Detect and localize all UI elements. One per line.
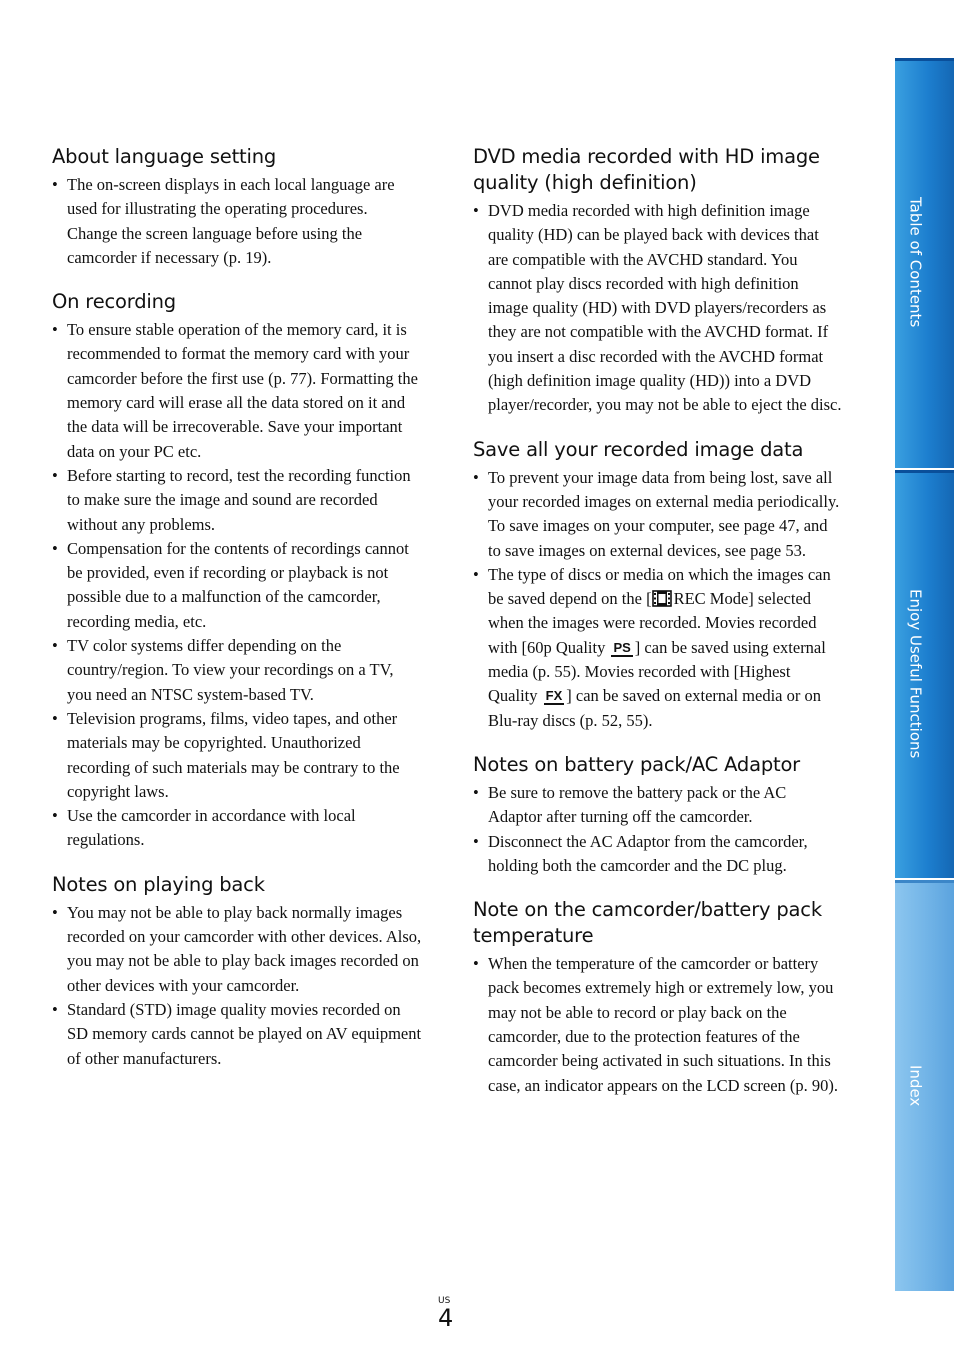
section-dvd-media [473, 144, 843, 418]
page-number [438, 1296, 462, 1330]
tab-table-of-contents[interactable]: Table of Contents [895, 58, 954, 468]
bullet-text: ] can be saved using external media (p. 55). Movies recorded with [Highest Quality [488, 637, 826, 706]
bullet-list [473, 466, 843, 733]
bullet-item: • Compensation for the contents of recordings cannot be provided, even if recording or playback is not possible due to a malfunction of the camcorder, recording media, etc. [52, 537, 422, 634]
bullet-text: The type of discs or media on which the images can be saved depend on the [ [488, 564, 831, 609]
section-language-setting [52, 144, 422, 270]
bullet-text: ] can be saved on external media or on Blu-ray discs (p. 52, 55). [488, 686, 821, 730]
tab-enjoy-useful-functions[interactable]: Enjoy Useful Functions [895, 470, 954, 878]
left-column [52, 144, 422, 1090]
bullet-item: • To ensure stable operation of the memory card, it is recommended to format the memory card with your camcorder before the first use (p. 77). Formatting the memory card will erase all the data stored on it and the data will be irrecoverable. Save your important data on your PC etc. [52, 318, 422, 464]
bullet-item-rec-mode [473, 563, 843, 733]
bullet-item: • You may not be able to play back normally images recorded on your camcorder with other devices. Also, you may not be able to play back images recorded on other devices with your camcorder. [52, 901, 422, 998]
section-playing-back [52, 872, 422, 1071]
film-strip-icon [652, 590, 672, 607]
page-region-code: US [438, 1296, 451, 1306]
section-temperature [473, 897, 843, 1098]
bullet-list [52, 901, 422, 1071]
bullet-item: • Use the camcorder in accordance with local regulations. [52, 804, 422, 853]
bullet-text: REC Mode] selected when the images were recorded. Movies recorded with [60p Quality [488, 589, 817, 657]
ps-badge: PS [613, 639, 631, 655]
tab-index[interactable]: Index [895, 880, 954, 1291]
bullet-list [473, 781, 843, 878]
bullet-item: • To prevent your image data from being lost, save all your recorded images on external media periodically. To save images on your computer, see page 47, and to save images on external devices, see page 53. [473, 466, 843, 563]
sidebar-nav [895, 58, 954, 1291]
right-column [473, 144, 843, 1117]
section-heading: About language setting [52, 145, 277, 168]
section-heading: DVD media recorded with HD image quality (high definition) [473, 145, 820, 194]
page-number-value: 4 [438, 1304, 454, 1332]
bullet-item: • Standard (STD) image quality movies recorded on SD memory cards cannot be played on AV equipment of other manufacturers. [52, 998, 422, 1071]
bullet-item: • The on-screen displays in each local language are used for illustrating the operating procedures. Change the screen language before using the camcorder if necessary (p. 19). [52, 173, 422, 270]
bullet-item: • Television programs, films, video tapes, and other materials may be copyrighted. Unauthorized recording of such materials may be contrary to the copyright laws. [52, 707, 422, 804]
bullet-item: • When the temperature of the camcorder or battery pack becomes extremely high or extremely low, you may not be able to record or play back on the camcorder, due to the protection features of the camcorder being activated in such situations. In this case, an indicator appears on the LCD screen (p. 90). [473, 952, 843, 1098]
section-heading: Note on the camcorder/battery pack temperature [473, 898, 822, 948]
section-heading: On recording [52, 290, 176, 314]
bullet-item: • DVD media recorded with high definition image quality (HD) can be played back with devices that are compatible with the AVCHD standard. You cannot play discs recorded with high definition image quality (HD) with DVD players/recorders as they are not compatible with the AVCHD format. If you insert a disc recorded with the AVCHD format (high definition image quality (HD)) into a DVD player/recorder, you may not be able to eject the disc. [473, 199, 843, 418]
bullet-item: • Be sure to remove the battery pack or the AC Adaptor after turning off the camcorder. [473, 781, 843, 830]
fx-badge: FX [545, 688, 563, 704]
bullet-item: • Before starting to record, test the recording function to make sure the image and sound are recorded without any problems. [52, 464, 422, 537]
bullet-list [52, 318, 422, 853]
section-on-recording [52, 289, 422, 853]
bullet-list [473, 952, 843, 1098]
section-battery-notes [473, 752, 843, 878]
bullet-list [52, 173, 422, 270]
section-save-data [473, 437, 843, 733]
bullet-list [473, 199, 843, 418]
bullet-item: • TV color systems differ depending on the country/region. To view your recordings on a TV, you need an NTSC system-based TV. [52, 634, 422, 707]
section-heading: Notes on battery pack/AC Adaptor [473, 752, 800, 776]
bullet-item: • Disconnect the AC Adaptor from the camcorder, holding both the camcorder and the DC plug. [473, 830, 843, 879]
section-heading: Save all your recorded image data [473, 437, 804, 461]
section-heading: Notes on playing back [52, 872, 265, 896]
